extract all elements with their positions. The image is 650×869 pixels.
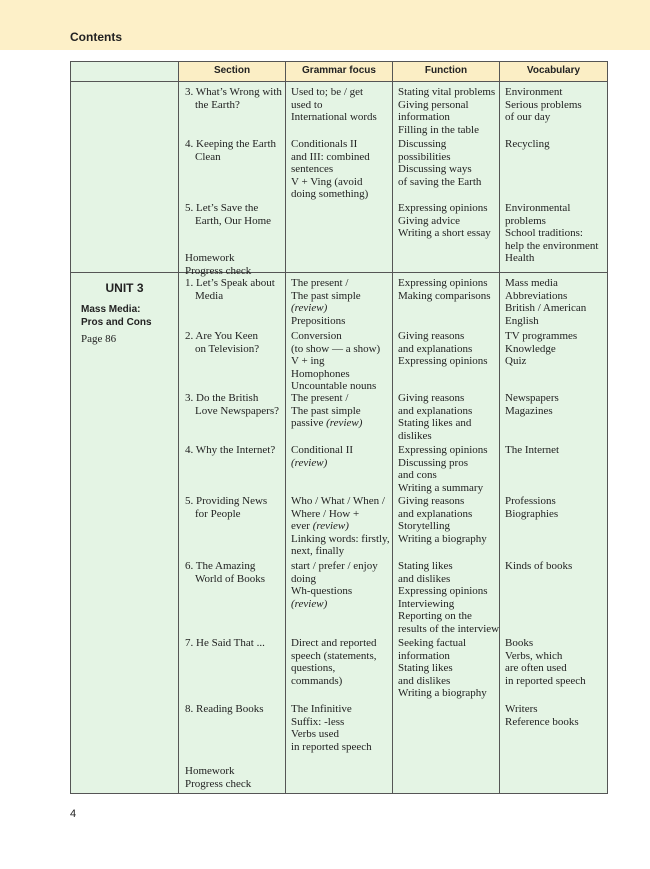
- grammar-entry: [291, 86, 389, 124]
- unit-subtitle-line: Pros and Cons: [81, 317, 152, 328]
- vocabulary-entry: [505, 330, 604, 368]
- function-line: Interviewing: [398, 597, 455, 610]
- grammar-line: passive: [291, 417, 327, 430]
- vocabulary-line: Environment: [505, 86, 563, 98]
- function-line: dislikes: [398, 429, 432, 442]
- function-line: Seeking factual: [398, 637, 467, 649]
- function-line: Reporting on the: [398, 610, 472, 623]
- function-line: Stating likes: [398, 662, 453, 675]
- vocabulary-entry: [505, 392, 604, 417]
- grammar-entry: [291, 560, 389, 610]
- function-line: information: [398, 649, 450, 662]
- function-line: and dislikes: [398, 572, 451, 585]
- unit-header: [71, 62, 179, 82]
- section-title-line: Love Newspapers?: [195, 404, 279, 417]
- grammar-entry: [291, 637, 389, 687]
- vocabulary-entry: [505, 138, 604, 151]
- unit2-block: [71, 82, 608, 273]
- unit2-function-cell: [393, 82, 500, 273]
- grammar-line: used to: [291, 98, 323, 111]
- grammar-line: The present /: [291, 277, 349, 289]
- function-line: Stating likes and: [398, 417, 472, 430]
- grammar-entry: [291, 138, 389, 201]
- function-entry: [398, 392, 496, 442]
- section-title-line: the Earth?: [195, 98, 240, 111]
- grammar-line: in reported speech: [291, 740, 372, 753]
- function-line: Filling in the table: [398, 123, 479, 136]
- grammar-line: ever: [291, 520, 313, 533]
- grammar-line: (to show — a show): [291, 342, 381, 355]
- grammar-entry: [291, 277, 389, 327]
- section-title-line: 1. Let’s Speak about: [185, 277, 275, 289]
- function-line: Expressing opinions: [398, 585, 488, 598]
- vocabulary-line: Biographies: [505, 507, 559, 520]
- function-line: Discussing pros: [398, 456, 468, 469]
- vocabulary-line: Serious problems: [505, 98, 582, 111]
- section-entry: [185, 330, 283, 355]
- section-title-line: 8. Reading Books: [185, 703, 264, 715]
- function-entry: [398, 637, 496, 700]
- vocabulary-line: Professions: [505, 495, 556, 507]
- vocabulary-entry: [505, 444, 604, 457]
- vocabulary-entry: [505, 277, 604, 327]
- section-title-line: Clean: [195, 150, 221, 163]
- grammar-line: Conditionals II: [291, 138, 358, 150]
- section-entry: [185, 703, 283, 716]
- function-entry: [398, 277, 496, 302]
- section-title-line: 6. The Amazing: [185, 560, 256, 572]
- homework-label: Homework: [185, 252, 235, 264]
- section-title-line: for People: [195, 507, 241, 520]
- function-entry: [398, 202, 496, 240]
- grammar-line: commands): [291, 674, 343, 687]
- grammar-line: The present /: [291, 392, 349, 404]
- section-entry: [185, 138, 283, 163]
- vocabulary-header: Vocabulary: [500, 62, 608, 82]
- unit3-function-cell: [393, 273, 500, 794]
- vocabulary-line: Writers: [505, 703, 538, 715]
- vocabulary-line: problems: [505, 214, 546, 227]
- function-line: Expressing opinions: [398, 277, 488, 289]
- function-line: and explanations: [398, 404, 473, 417]
- grammar-line: The Infinitive: [291, 703, 352, 715]
- vocabulary-line: Abbreviations: [505, 289, 568, 302]
- vocabulary-line: Magazines: [505, 404, 553, 417]
- grammar-line: and III: combined: [291, 150, 370, 163]
- grammar-line: Direct and reported: [291, 637, 377, 649]
- grammar-line: (review): [291, 597, 328, 610]
- vocabulary-line: Books: [505, 637, 534, 649]
- grammar-line: Verbs used: [291, 728, 339, 741]
- vocabulary-line: of our day: [505, 111, 551, 124]
- section-title-line: Earth, Our Home: [195, 214, 272, 227]
- function-line: Giving advice: [398, 214, 461, 227]
- section-header: Section: [179, 62, 286, 82]
- vocabulary-entry: [505, 202, 604, 265]
- grammar-line: questions,: [291, 662, 336, 675]
- section-entry: [185, 495, 283, 520]
- section-title-line: 3. What’s Wrong with: [185, 86, 282, 98]
- vocabulary-entry: [505, 495, 604, 520]
- vocabulary-entry: [505, 637, 604, 687]
- grammar-line: V + Ving (avoid: [291, 175, 363, 188]
- section-title-line: 4. Keeping the Earth: [185, 138, 277, 150]
- unit3-section-cell: [179, 273, 286, 794]
- section-entry: [185, 560, 283, 585]
- function-line: Expressing opinions: [398, 202, 488, 214]
- page-number: 4: [70, 808, 77, 820]
- grammar-line: Suffix: -less: [291, 715, 345, 728]
- vocabulary-line: Recycling: [505, 138, 550, 150]
- contents-table: [70, 61, 608, 794]
- unit-subtitle-line: Mass Media:: [81, 304, 141, 315]
- vocabulary-entry: [505, 560, 604, 573]
- function-line: Discussing ways: [398, 163, 472, 176]
- function-line: and explanations: [398, 342, 473, 355]
- function-entry: [398, 86, 496, 136]
- vocabulary-entry: [505, 86, 604, 124]
- unit3-cell: [71, 273, 179, 794]
- grammar-header: Grammar focus: [286, 62, 393, 82]
- vocabulary-line: Reference books: [505, 715, 579, 728]
- grammar-entry: [291, 392, 389, 430]
- grammar-line: Wh-questions: [291, 585, 353, 598]
- section-title-line: 4. Why the Internet?: [185, 444, 276, 456]
- grammar-entry: [291, 703, 389, 753]
- grammar-line: Uncountable nouns: [291, 380, 377, 393]
- vocabulary-line: Health: [505, 252, 535, 265]
- vocabulary-line: Verbs, which: [505, 649, 563, 662]
- section-title-line: 5. Let’s Save the: [185, 202, 259, 214]
- function-line: Expressing opinions: [398, 444, 488, 456]
- vocabulary-line: English: [505, 314, 539, 327]
- function-line: Discussing: [398, 138, 447, 150]
- function-line: possibilities: [398, 150, 451, 163]
- function-line: and cons: [398, 469, 437, 482]
- progress-check-label: Progress check: [185, 777, 252, 790]
- vocabulary-line: Mass media: [505, 277, 558, 289]
- grammar-line: Linking words: firstly,: [291, 532, 390, 545]
- grammar-entry: [291, 495, 389, 558]
- function-line: Giving personal: [398, 98, 469, 111]
- unit-title: UNIT 3: [105, 281, 144, 295]
- grammar-line: speech (statements,: [291, 649, 377, 662]
- unit-subtitle: [81, 303, 152, 329]
- vocabulary-line: Environmental: [505, 202, 571, 214]
- function-line: Writing a biography: [398, 532, 487, 545]
- unit3-block: [71, 273, 608, 794]
- unit2-vocabulary-cell: [500, 82, 608, 273]
- function-entry: [398, 330, 496, 368]
- section-entry: [185, 392, 283, 417]
- grammar-line: Who / What / When /: [291, 495, 385, 507]
- vocabulary-line: Kinds of books: [505, 560, 573, 572]
- section-title-line: 3. Do the British: [185, 392, 259, 404]
- section-entry: [185, 202, 283, 227]
- vocabulary-line: in reported speech: [505, 674, 586, 687]
- function-entry: [398, 138, 496, 188]
- unit3-grammar-cell: [286, 273, 393, 794]
- unit3-vocabulary-cell: [500, 273, 608, 794]
- function-line: information: [398, 111, 450, 124]
- grammar-line: Prepositions: [291, 314, 346, 327]
- grammar-line: Homophones: [291, 367, 350, 380]
- grammar-line: The past simple: [291, 289, 361, 302]
- section-title-line: Media: [195, 289, 224, 302]
- function-line: Giving reasons: [398, 495, 465, 507]
- section-title-line: on Television?: [195, 342, 260, 355]
- function-line: Storytelling: [398, 520, 450, 533]
- grammar-line: (review): [312, 520, 349, 533]
- unit2-cell: [71, 82, 179, 273]
- unit2-grammar-cell: [286, 82, 393, 273]
- grammar-line: The past simple: [291, 404, 361, 417]
- unit2-section-cell: [179, 82, 286, 277]
- section-entry: [185, 637, 283, 650]
- function-entry: [398, 560, 500, 636]
- function-line: Writing a biography: [398, 687, 487, 700]
- function-line: results of the interview: [398, 622, 500, 635]
- page-title: Contents: [70, 30, 122, 44]
- function-line: and explanations: [398, 507, 473, 520]
- grammar-line: (review): [291, 456, 328, 469]
- grammar-line: (review): [291, 302, 328, 315]
- vocabulary-line: School traditions:: [505, 227, 583, 240]
- vocabulary-line: Knowledge: [505, 342, 556, 355]
- section-title-line: 2. Are You Keen: [185, 330, 259, 342]
- grammar-line: start / prefer / enjoy: [291, 560, 378, 572]
- function-line: of saving the Earth: [398, 175, 482, 188]
- function-line: Stating vital problems: [398, 86, 496, 98]
- function-entry: [398, 444, 496, 494]
- unit-page-ref: Page 86: [81, 333, 117, 345]
- grammar-line: sentences: [291, 163, 334, 176]
- section-entry: [185, 444, 283, 457]
- vocabulary-line: British / American: [505, 302, 587, 315]
- function-line: Giving reasons: [398, 392, 465, 404]
- grammar-line: Where / How +: [291, 507, 360, 520]
- function-line: Expressing opinions: [398, 355, 488, 368]
- grammar-line: Conditional II: [291, 444, 354, 456]
- vocabulary-line: help the environment: [505, 239, 599, 252]
- function-entry: [398, 495, 496, 545]
- grammar-line: Conversion: [291, 330, 342, 342]
- grammar-line: next, finally: [291, 545, 345, 558]
- grammar-line: V + ing: [291, 355, 325, 368]
- section-title-line: 7. He Said That ...: [185, 637, 265, 649]
- grammar-line: doing: [291, 572, 317, 585]
- table-header-row: [71, 62, 608, 82]
- section-title-line: World of Books: [195, 572, 266, 585]
- section-entry: [185, 277, 283, 302]
- grammar-entry: [291, 444, 389, 469]
- grammar-line: Used to; be / get: [291, 86, 364, 98]
- vocabulary-line: are often used: [505, 662, 567, 675]
- section-title-line: 5. Providing News: [185, 495, 268, 507]
- function-line: Giving reasons: [398, 330, 465, 342]
- grammar-line: (review): [326, 417, 363, 430]
- function-line: Making comparisons: [398, 289, 491, 302]
- grammar-line: International words: [291, 111, 377, 124]
- progress-check-label: Progress check: [185, 264, 252, 277]
- homework-entry: [185, 765, 283, 790]
- vocabulary-line: TV programmes: [505, 330, 578, 342]
- vocabulary-line: The Internet: [505, 444, 560, 456]
- function-line: Stating likes: [398, 560, 453, 572]
- function-header: Function: [393, 62, 500, 82]
- vocabulary-entry: [505, 703, 604, 728]
- vocabulary-line: Newspapers: [505, 392, 559, 404]
- grammar-line: doing something): [291, 188, 369, 201]
- function-line: Writing a short essay: [398, 227, 491, 240]
- function-line: and dislikes: [398, 674, 451, 687]
- vocabulary-line: Quiz: [505, 355, 527, 368]
- section-entry: [185, 86, 283, 111]
- grammar-entry: [291, 330, 389, 393]
- homework-label: Homework: [185, 765, 235, 777]
- function-line: Writing a summary: [398, 481, 484, 494]
